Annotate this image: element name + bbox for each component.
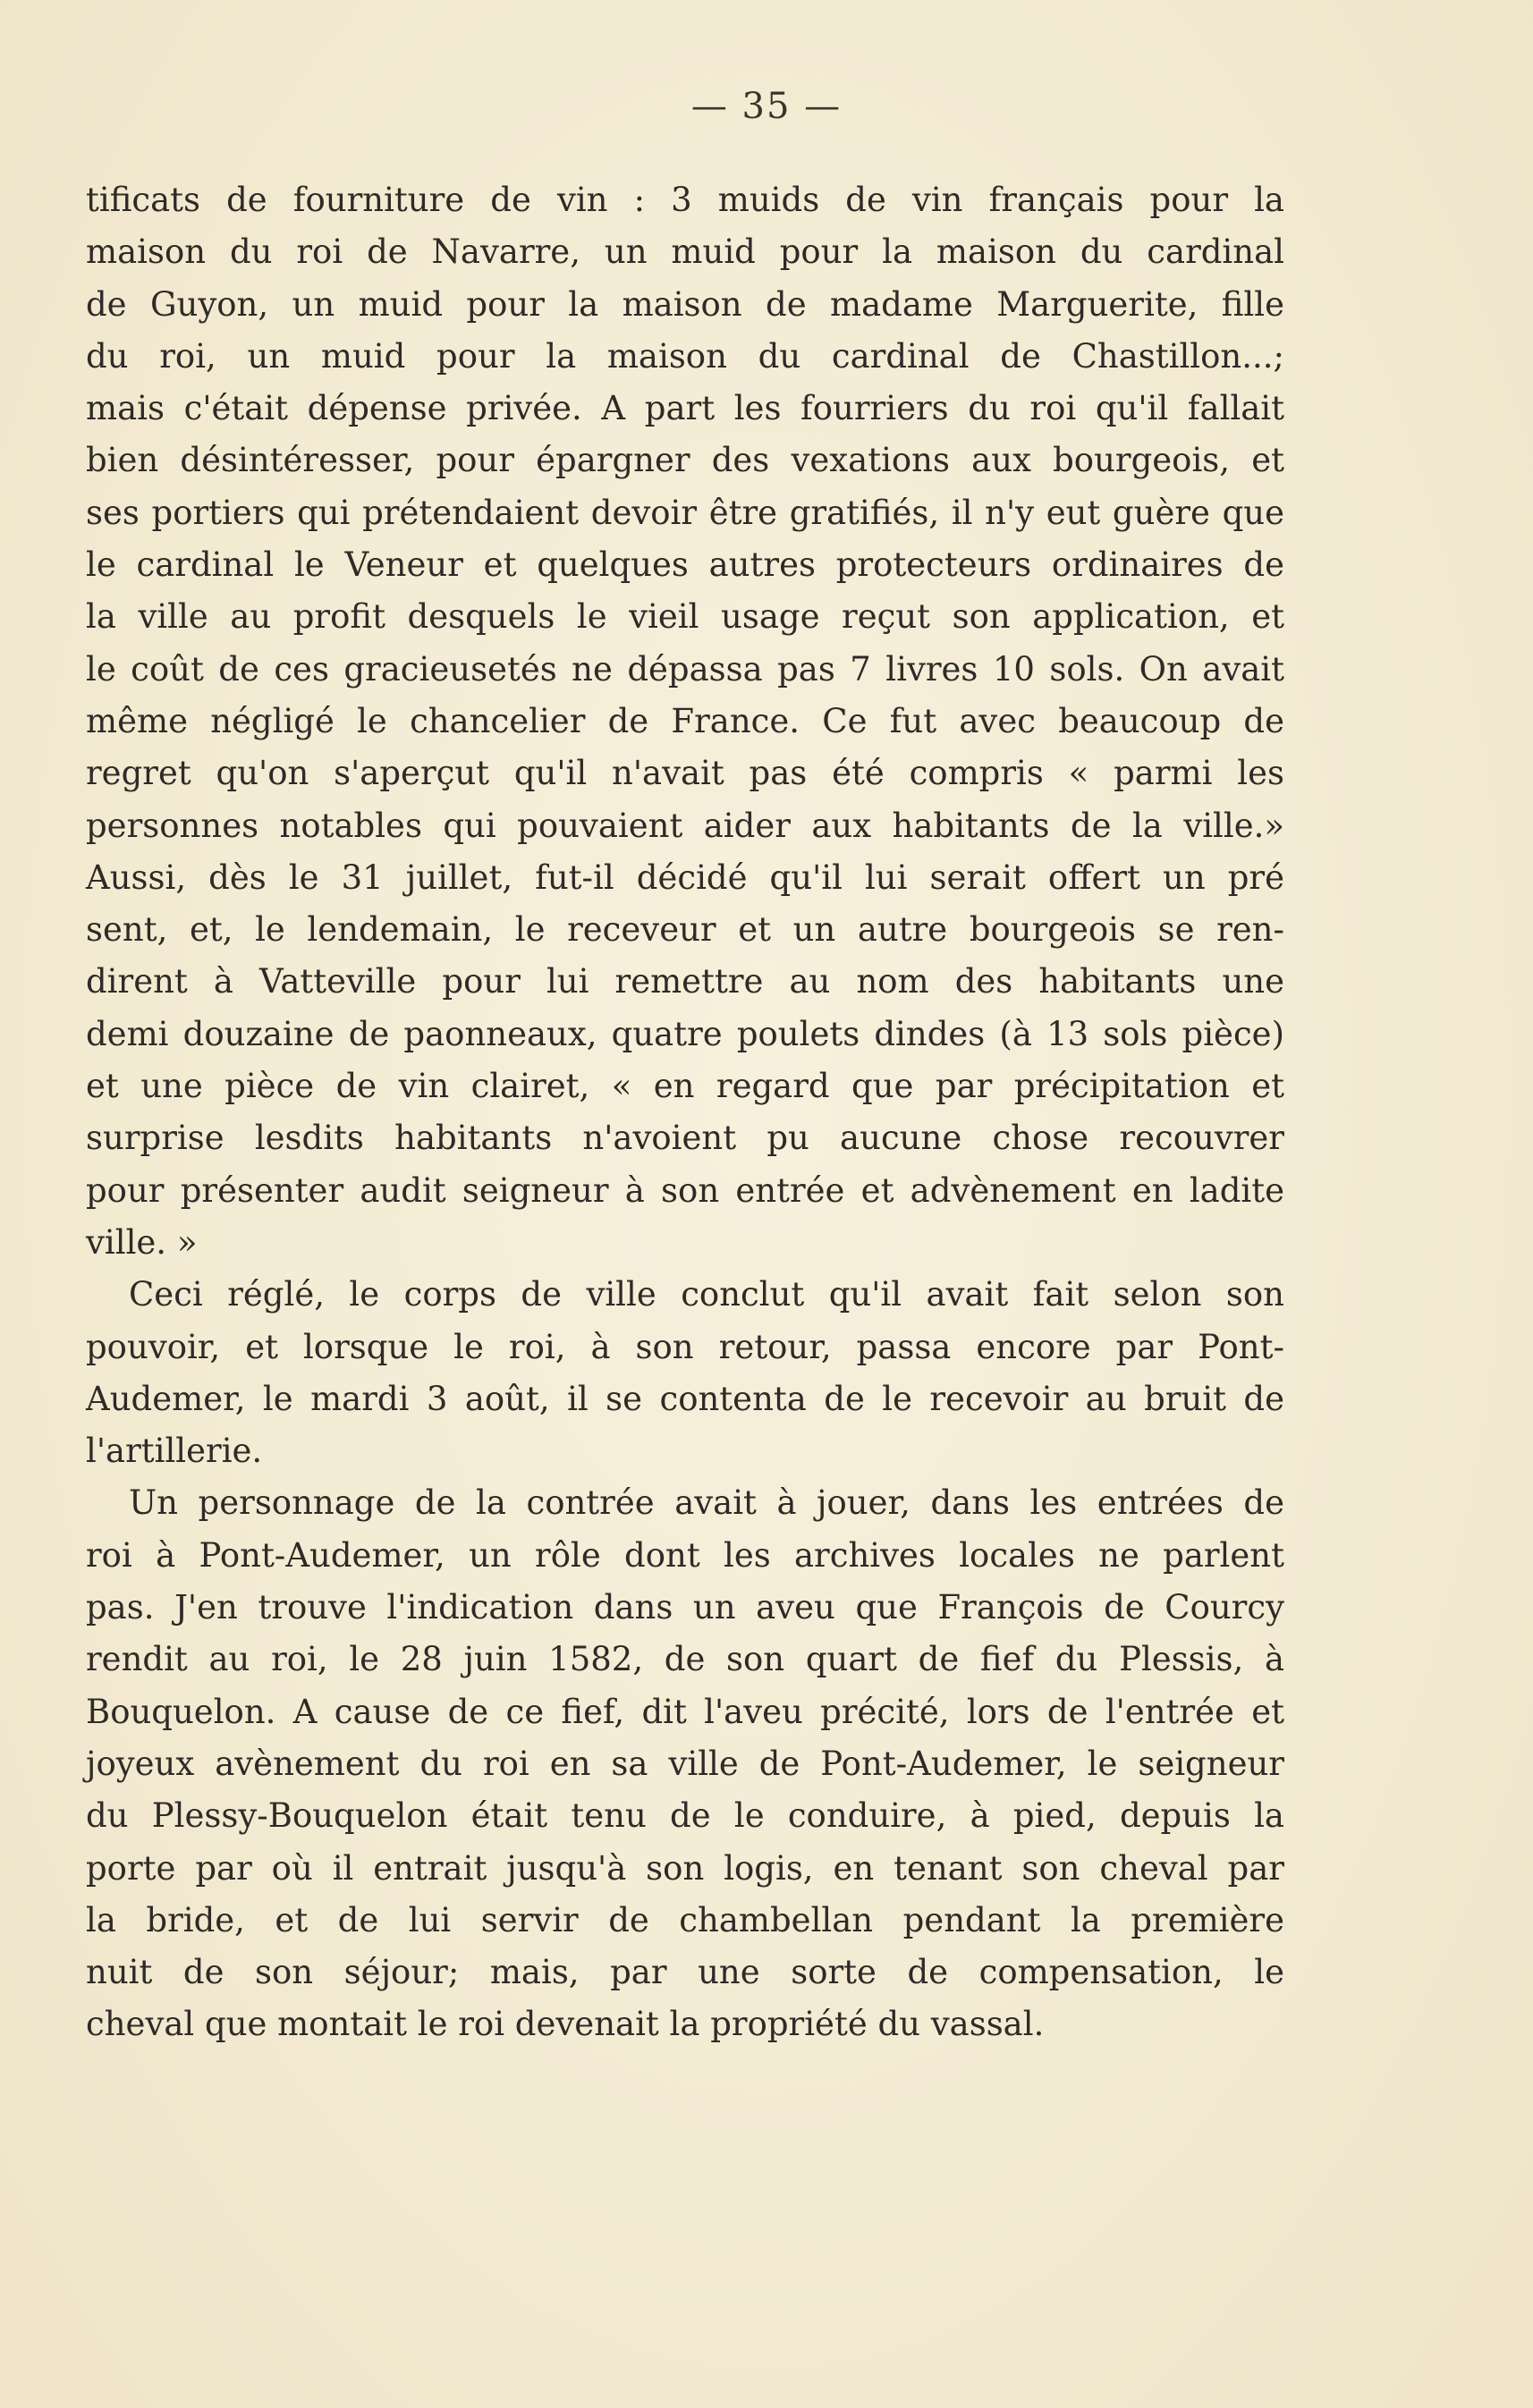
text-line: la ville au profit desquels le vieil usage reçut son application, et	[86, 597, 1284, 637]
text-line: roi à Pont-Audemer, un rôle dont les archives locales ne parlent	[86, 1535, 1284, 1575]
text-line: pour présenter audit seigneur à son entrée et advènement en ladite	[86, 1170, 1284, 1210]
text-line: pouvoir, et lorsque le roi, à son retour, passa encore par Pont-	[86, 1327, 1284, 1366]
text-line: du roi, un muid pour la maison du cardinal de Chastillon...;	[86, 336, 1284, 376]
text-line: du Plessy-Bouquelon était tenu de le conduire, à pied, depuis la	[86, 1796, 1284, 1836]
text-line: porte par où il entrait jusqu'à son logis, en tenant son cheval par	[86, 1848, 1284, 1888]
text-line: la bride, et de lui servir de chambellan pendant la première	[86, 1900, 1284, 1939]
text-line: cheval que montait le roi devenait la propriété du vassal.	[86, 2005, 1045, 2044]
text-line: le coût de ces gracieusetés ne dépassa pas 7 livres 10 sols. On avait	[86, 649, 1284, 689]
page-number: — 35 —	[690, 86, 843, 127]
text-line: et une pièce de vin clairet, « en regard que par précipitation et	[86, 1067, 1284, 1106]
text-line: Bouquelon. A cause de ce fief, dit l'aveu précité, lors de l'entrée et	[86, 1692, 1284, 1731]
text-line: nuit de son séjour; mais, par une sorte de compensation, le	[86, 1953, 1284, 1992]
text-line: dirent à Vatteville pour lui remettre au nom des habitants une	[86, 962, 1284, 1001]
text-line: regret qu'on s'aperçut qu'il n'avait pas été compris « parmi les	[86, 754, 1284, 793]
paragraph-start-line: Un personnage de la contrée avait à jouer, dans les entrées de	[129, 1483, 1284, 1523]
text-line: sent, et, le lendemain, le receveur et un autre bourgeois se ren-	[86, 910, 1284, 950]
text-line: pas. J'en trouve l'indication dans un aveu que François de Courcy	[86, 1588, 1284, 1627]
text-line: demi douzaine de paonneaux, quatre poulets dindes (à 13 sols pièce)	[86, 1014, 1284, 1053]
text-line: maison du roi de Navarre, un muid pour la maison du cardinal	[86, 232, 1284, 272]
text-line: le cardinal le Veneur et quelques autres protecteurs ordinaires de	[86, 545, 1284, 585]
text-line: de Guyon, un muid pour la maison de madame Marguerite, fille	[86, 284, 1284, 324]
text-line: tificats de fourniture de vin : 3 muids de vin français pour la	[86, 181, 1284, 219]
text-line: Aussi, dès le 31 juillet, fut-il décidé qu'il lui serait offert un pré	[86, 858, 1284, 897]
text-line: même négligé le chancelier de France. Ce fut avec beaucoup de	[86, 701, 1284, 740]
text-line: l'artillerie.	[86, 1432, 263, 1471]
text-line: personnes notables qui pouvaient aider aux habitants de la ville.»	[86, 806, 1284, 845]
text-line: bien désintéresser, pour épargner des vexations aux bourgeois, et	[86, 441, 1284, 480]
paragraph-start-line: Ceci réglé, le corps de ville conclut qu'il avait fait selon son	[129, 1275, 1284, 1314]
text-line: ses portiers qui prétendaient devoir être gratifiés, il n'y eut guère que	[86, 493, 1284, 532]
text-line: surprise lesdits habitants n'avoient pu aucune chose recouvrer	[86, 1119, 1284, 1158]
text-line: mais c'était dépense privée. A part les fourriers du roi qu'il fallait	[86, 389, 1284, 428]
text-line: joyeux avènement du roi en sa ville de Pont-Audemer, le seigneur	[86, 1744, 1284, 1783]
text-line: rendit au roi, le 28 juin 1582, de son quart de fief du Plessis, à	[86, 1640, 1284, 1679]
text-line: Audemer, le mardi 3 août, il se contenta de le recevoir au bruit de	[86, 1379, 1284, 1418]
text-line: ville. »	[86, 1222, 198, 1262]
body-text	[86, 174, 1284, 2051]
